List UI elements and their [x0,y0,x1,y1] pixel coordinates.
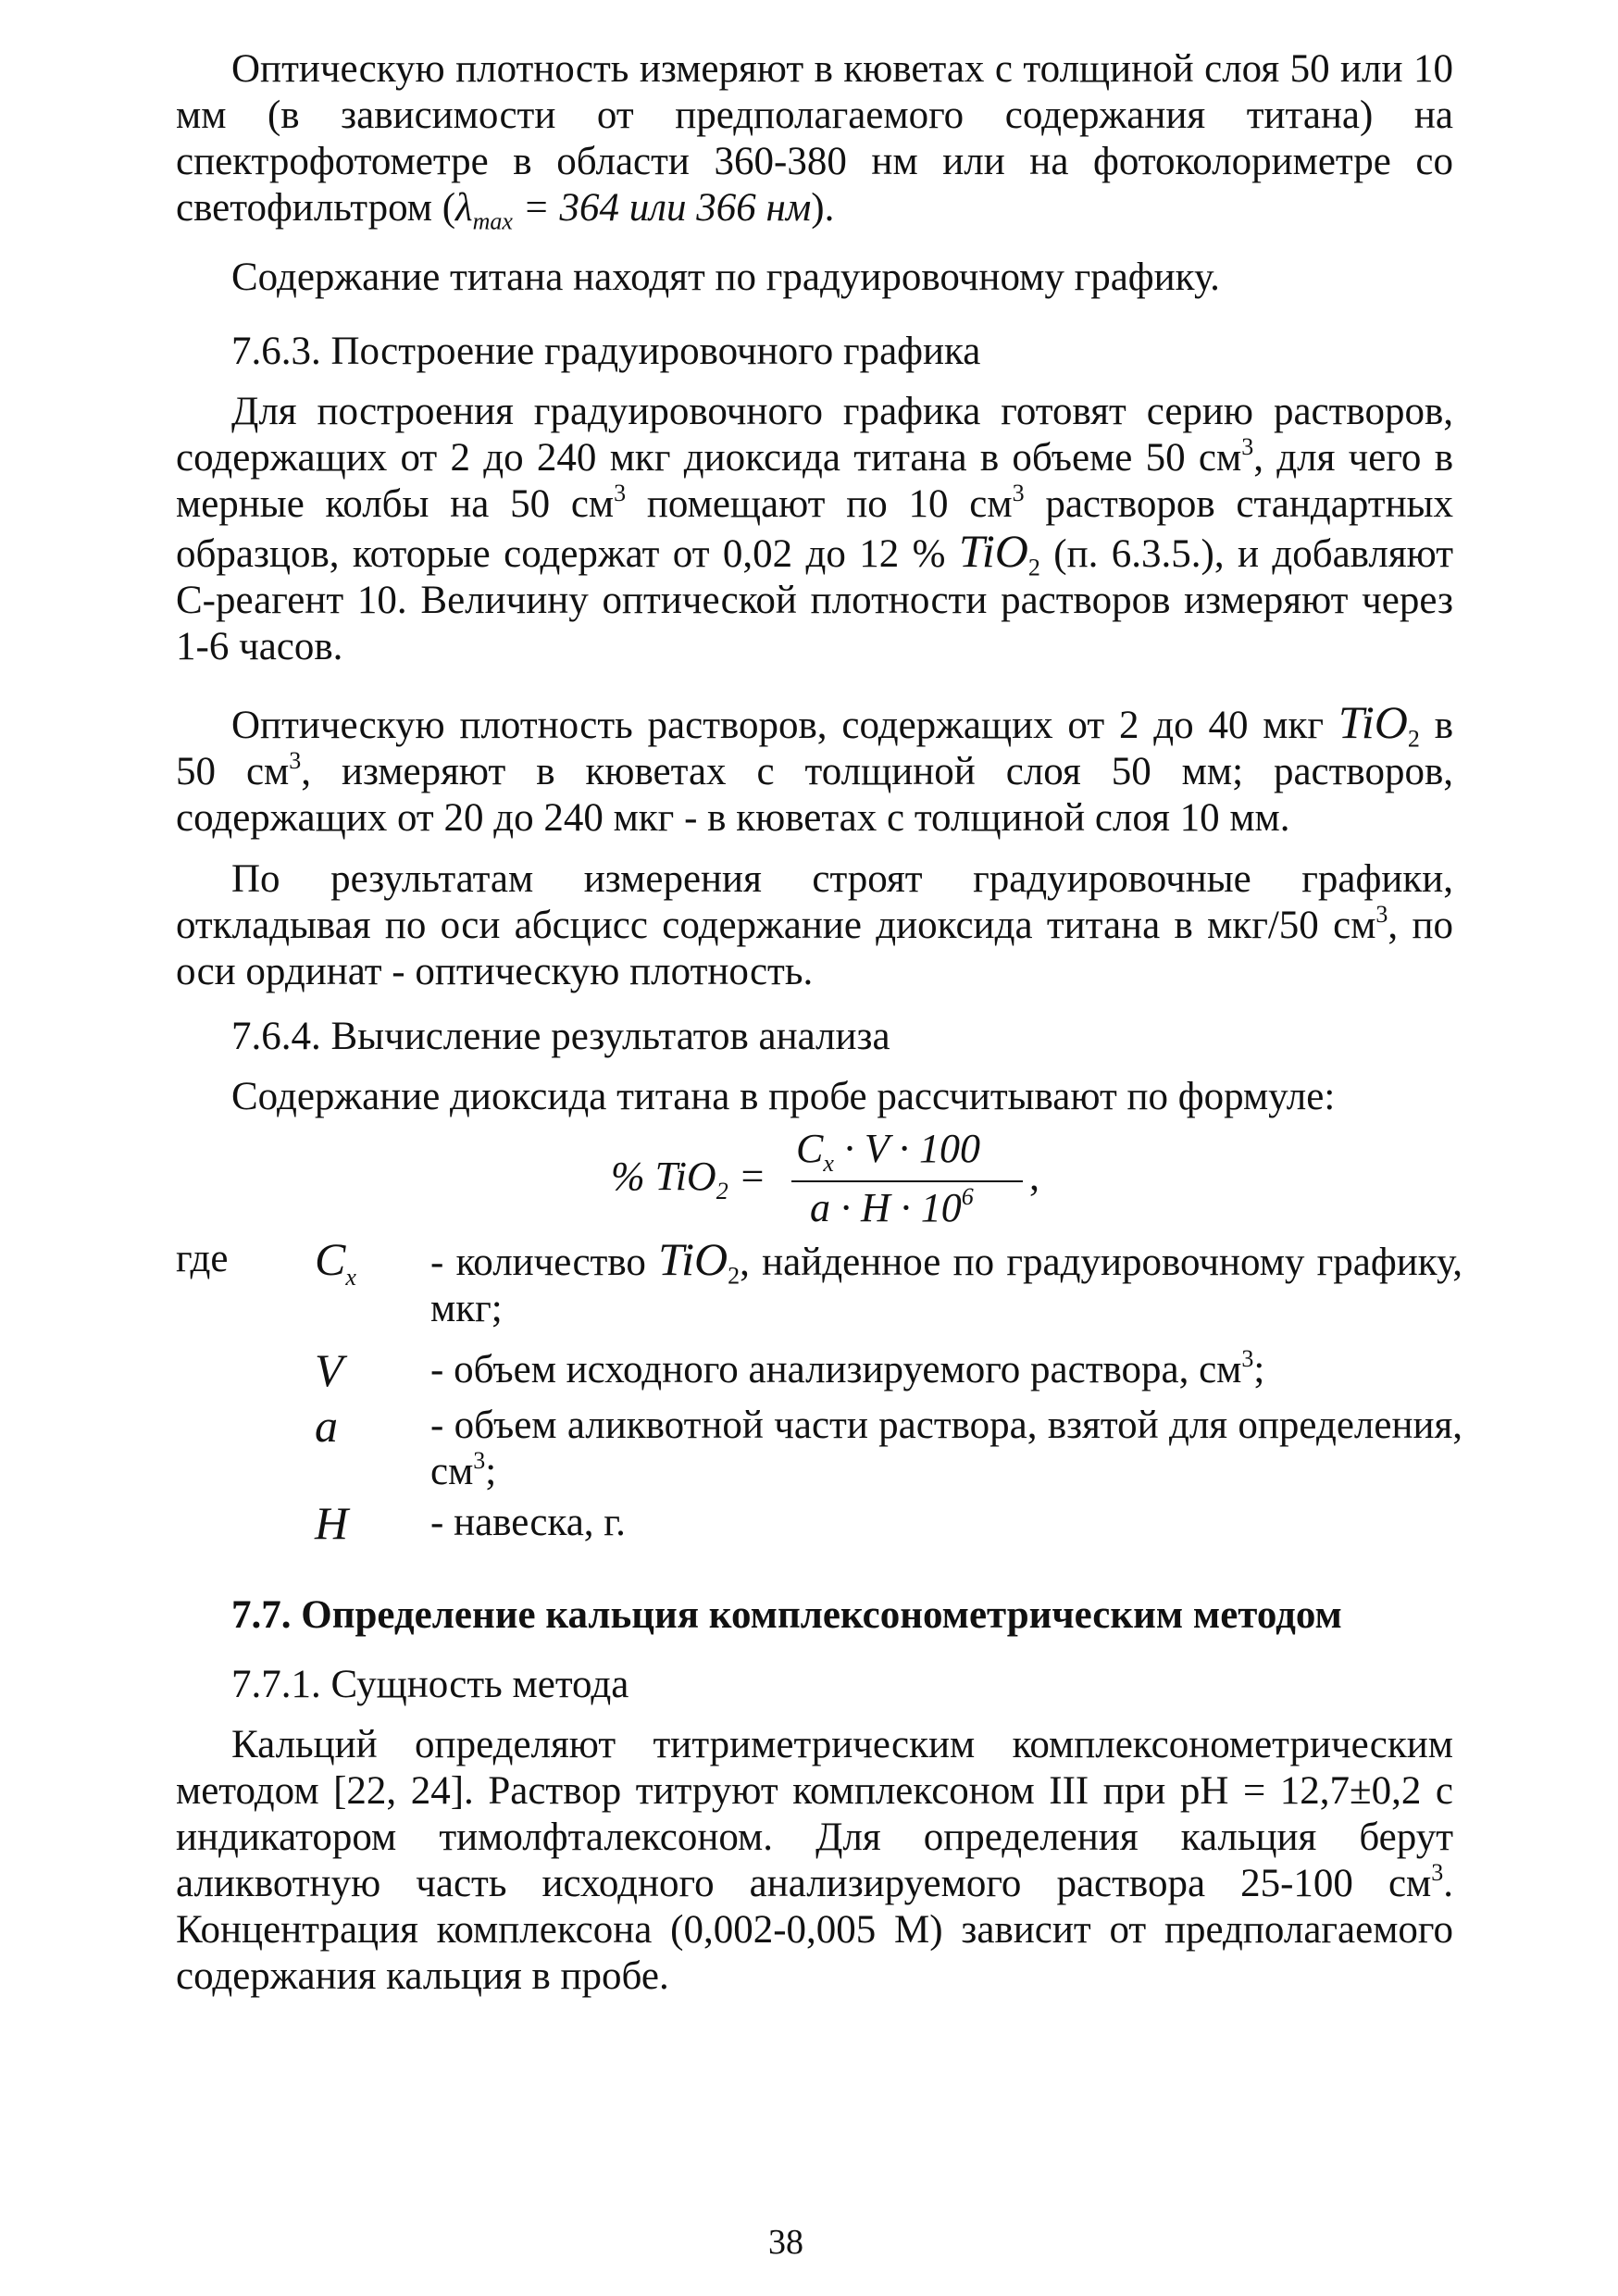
fraction-bar [791,1180,1023,1182]
v-description: - объем исходного анализируемого раствора, $см^3$; [430,1344,1265,1391]
section-heading-7-7-1: 7.7.1. Сущность метода [231,1663,629,1706]
tio2-percent-formula [611,1125,1092,1236]
paragraph-cuvettes: Оптическую плотность растворов, содержащих от 2 до 40 мкг TiO$_2$ в 50 $см^3$, измеряют в кюветах с толщиной слоя 50 мм; растворов, содержащих от 20 до 240 мкг - в кюветах с толщиной слоя 10 мм. [176,696,1453,840]
paragraph-calibration-series: Для построения градуировочного графика готовят серию растворов, содержащих от 2 до 240 мкг диоксида титана в объеме 50 $см^3$, для чего в мерные колбы на 50 $см^3$ помещают по 10 $см^3$ растворов стандартных образцов, которые содержат от 0,02 до 12 % TiO$_2$ (п. 6.3.5.), и добавляют С-реагент 10. Величину оптической плотности растворов измеряют через 1-6 часов. [176,390,1453,668]
page-number: 38 [768,2223,803,2262]
tio2-formula: TiO [958,525,1028,577]
lambda-symbol: λ [455,186,473,230]
formula-denominator: $a \cdot H \cdot 10^6$ [810,1183,974,1230]
paragraph-graphs: По результатам измерения строят градуировочные графики, откладывая по оси абсцисс содержание диоксида титана в мкг/50 $см^3$, по оси ординат - оптическую плотность. [176,857,1453,993]
v-symbol: V [315,1344,343,1396]
a-description: - объем аликвотной части раствора, взятой для определения, $см^3$; [430,1404,1462,1493]
a-symbol: a [315,1400,338,1452]
paragraph-calcium-method: Кальций определяют титриметрическим комплексонометрическим методом [22, 24]. Раствор титруют комплексоном III при pH = 12,7±0,2 с индикатором тимолфталексоном. Для определения кальция берут аликвотную часть исходного анализируемого раствора 25-100 $см^3$. Концентрация комплексона (0,002-0,005 М) зависит от предполагаемого содержания кальция в пробе. [176,1723,1453,1998]
formula-comma: , [1029,1154,1039,1199]
section-heading-7-6-4: 7.6.4. Вычисление результатов анализа [231,1015,890,1058]
paragraph-formula-intro: Содержание диоксида титана в пробе рассчитывают по формуле: [231,1075,1336,1118]
tio2-formula: TiO [1338,696,1408,748]
paragraph-optical-density: Оптическую плотность измеряют в кюветах с толщиной слоя 50 или 10 мм (в зависимости от предполагаемого содержания титана) на спектрофотометре в области 360-380 нм или на фотоколориметре со светофильтром ($\lambda_{max} = 364$ или 366 нм). [176,47,1453,235]
section-heading-7-7: 7.7. Определение кальция комплексонометрическим методом [231,1593,1342,1637]
paragraph-titanium-content: Содержание титана находят по градуировочному графику. [231,256,1220,299]
lambda-value: = 364 или 366 нм [512,186,812,230]
variable-cx [176,1233,1462,1338]
variable-h [176,1497,1462,1551]
variable-a [176,1400,1462,1504]
variable-v [176,1344,1462,1398]
h-symbol: H [315,1497,349,1549]
section-heading-7-6-3: 7.6.3. Построение градуировочного графика [231,330,981,373]
formula-numerator: $C_x \cdot V \cdot 100$ [796,1126,980,1177]
where-label: где [176,1237,229,1280]
formula-lhs: % TiO$_2$ = [611,1154,766,1204]
h-description: - навеска, г. [430,1501,626,1544]
cx-description: - количество TiO$_2$, найденное по градуировочному графику, мкг; [430,1233,1462,1330]
cx-symbol: $C_x$ [315,1233,356,1291]
